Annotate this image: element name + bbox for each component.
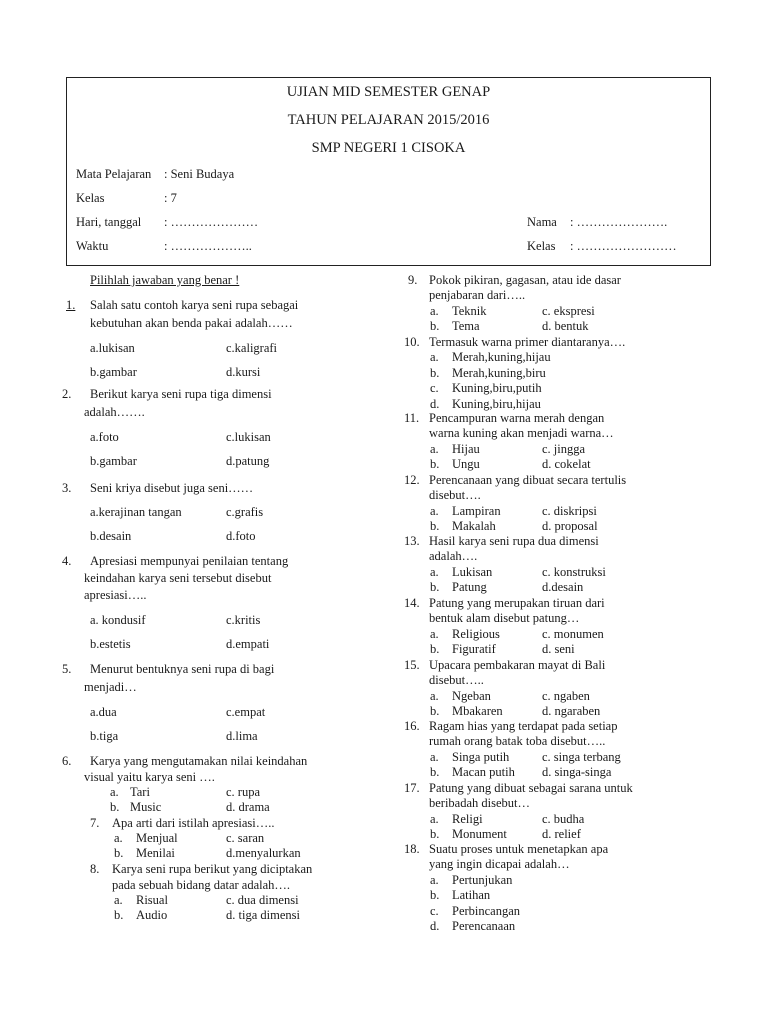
option-a: Menjual — [136, 831, 178, 845]
option-a-letter: a. — [430, 303, 439, 318]
option-a: Merah,kuning,hijau — [452, 350, 551, 365]
question-text: disebut…. — [429, 488, 481, 503]
option-b: Monument — [452, 827, 507, 842]
question-number: 7. — [90, 816, 100, 830]
option-d: Kuning,biru,hijau — [452, 396, 541, 411]
option-c: c.kritis — [226, 613, 261, 627]
question-text: penjabaran dari….. — [429, 288, 526, 303]
option-c: c.kaligrafi — [226, 341, 278, 355]
option-c: c. monumen — [542, 626, 604, 641]
option-a: a.kerajinan tangan — [90, 505, 182, 519]
option-a: Singa putih — [452, 749, 510, 764]
option-d: d.kursi — [226, 365, 261, 379]
option-a: Tari — [130, 785, 150, 799]
option-b: b.gambar — [90, 454, 137, 468]
question-number: 6. — [62, 754, 72, 768]
option-b: Patung — [452, 580, 487, 595]
option-c: c. jingga — [542, 441, 586, 456]
option-d: d. relief — [542, 827, 581, 842]
option-d: d. tiga dimensi — [226, 908, 300, 922]
option-b: Latihan — [452, 888, 491, 903]
exam-title: UJIAN MID SEMESTER GENAP — [286, 84, 491, 100]
option-d-letter: d. — [430, 396, 440, 411]
question-number: 9. — [408, 273, 418, 287]
option-c: c. diskripsi — [542, 503, 597, 518]
option-b: Makalah — [452, 519, 496, 534]
question-text: Apresiasi mempunyai penilaian tentang — [90, 554, 289, 568]
option-b-letter: b. — [430, 888, 440, 903]
option-b-letter: b. — [430, 319, 440, 334]
option-d: d. cokelat — [542, 457, 591, 472]
question-number: 4. — [62, 554, 72, 568]
date-label: Hari, tanggal — [76, 215, 142, 229]
option-a: Pertunjukan — [452, 872, 513, 887]
option-d: d. drama — [226, 800, 270, 814]
question-text: bentuk alam disebut patung… — [429, 611, 580, 626]
option-b: Mbakaren — [452, 704, 503, 719]
option-b: Tema — [452, 319, 480, 334]
question-number: 18. — [404, 842, 420, 856]
question-text: Hasil karya seni rupa dua dimensi — [429, 534, 599, 548]
question-text: Karya seni rupa berikut yang diciptakan — [112, 862, 313, 876]
question-number: 17. — [404, 781, 420, 795]
question-text: Berikut karya seni rupa tiga dimensi — [90, 387, 272, 401]
option-b-letter: b. — [430, 519, 440, 534]
option-d-letter: d. — [430, 919, 440, 933]
question-text: Pokok pikiran, gagasan, atau ide dasar — [429, 273, 621, 287]
option-b: Figuratif — [452, 642, 496, 657]
option-a-letter: a. — [114, 893, 123, 907]
option-b-letter: b. — [110, 800, 120, 814]
option-a: Teknik — [452, 303, 487, 318]
question-text: keindahan karya seni tersebut disebut — [84, 571, 272, 585]
class-value: : 7 — [164, 191, 177, 205]
option-a: Religious — [452, 626, 500, 641]
question-text: kebutuhan akan benda pakai adalah…… — [90, 316, 293, 330]
option-d: d.foto — [226, 529, 256, 543]
option-b-letter: b. — [430, 765, 440, 780]
option-c: c.grafis — [226, 505, 264, 519]
option-a-letter: a. — [430, 441, 439, 456]
option-b: b.desain — [90, 529, 132, 543]
option-c: c. singa terbang — [542, 749, 621, 764]
option-b-letter: b. — [430, 457, 440, 472]
question-text: Apa arti dari istilah apresiasi….. — [112, 816, 275, 830]
option-c: Perbincangan — [452, 903, 521, 918]
question-number: 16. — [404, 719, 420, 733]
question-text: Suatu proses untuk menetapkan apa — [429, 842, 609, 856]
question-text: beribadah disebut… — [429, 796, 531, 811]
option-a: Risual — [136, 893, 168, 907]
option-a: Religi — [452, 811, 483, 826]
option-b: b.estetis — [90, 637, 131, 651]
option-d: d.lima — [226, 729, 258, 743]
option-b: Menilai — [136, 846, 175, 860]
question-text: Ragam hias yang terdapat pada setiap — [429, 719, 618, 733]
option-a-letter: a. — [114, 831, 123, 845]
option-d: d. seni — [542, 642, 575, 657]
time-label: Waktu — [76, 239, 109, 253]
option-b-letter: b. — [430, 827, 440, 842]
question-text: adalah……. — [84, 405, 145, 419]
option-c-letter: c. — [430, 903, 439, 918]
school-name: SMP NEGERI 1 CISOKA — [311, 140, 466, 156]
option-a-letter: a. — [430, 749, 439, 764]
option-b-letter: b. — [430, 580, 440, 595]
question-text: Pencampuran warna merah dengan — [429, 411, 605, 425]
date-field: : ………………… — [164, 215, 259, 229]
question-text: apresiasi….. — [84, 588, 147, 602]
subject-label: Mata Pelajaran — [76, 167, 152, 181]
option-b-letter: b. — [430, 642, 440, 657]
option-b: b.tiga — [90, 729, 119, 743]
question-text: Perencanaan yang dibuat secara tertulis — [429, 473, 627, 487]
question-text: yang ingin dicapai adalah… — [429, 857, 570, 872]
option-a-letter: a. — [430, 872, 439, 887]
option-b: Music — [130, 800, 162, 814]
option-a: a. kondusif — [90, 613, 146, 627]
question-text: adalah…. — [429, 549, 478, 564]
option-a-letter: a. — [430, 503, 439, 518]
question-text: Upacara pembakaran mayat di Bali — [429, 658, 606, 672]
option-a-letter: a. — [430, 626, 439, 641]
option-c: c. konstruksi — [542, 564, 606, 579]
student-class-label: Kelas — [527, 239, 556, 253]
option-b-letter: b. — [114, 846, 124, 860]
option-a-letter: a. — [430, 811, 439, 826]
name-field: : …………………. — [570, 215, 668, 229]
name-label: Nama — [527, 215, 557, 229]
question-number: 1. — [66, 298, 76, 312]
question-text: Menurut bentuknya seni rupa di bagi — [90, 662, 275, 676]
option-a: a.lukisan — [90, 341, 135, 355]
option-b-letter: b. — [430, 704, 440, 719]
option-d: d. ngaraben — [542, 704, 601, 719]
question-text: Seni kriya disebut juga seni…… — [90, 481, 254, 495]
question-number: 11. — [404, 411, 420, 425]
question-number: 12. — [404, 473, 420, 487]
option-b-letter: b. — [114, 908, 124, 922]
option-c-letter: c. — [430, 381, 439, 396]
option-c: c. saran — [226, 831, 265, 845]
option-a: Hijau — [452, 441, 480, 456]
question-text: rumah orang batak toba disebut….. — [429, 734, 606, 749]
option-d: Perencanaan — [452, 919, 516, 933]
question-number: 5. — [62, 662, 72, 676]
option-a: Lukisan — [452, 564, 493, 579]
option-a: Ngeban — [452, 688, 491, 703]
question-text: Karya yang mengutamakan nilai keindahan — [90, 754, 308, 768]
option-c: c. dua dimensi — [226, 893, 299, 907]
question-text: Patung yang merupakan tiruan dari — [429, 596, 605, 610]
option-c: c. budha — [542, 811, 585, 826]
option-d: d.menyalurkan — [226, 846, 301, 860]
option-b: Macan putih — [452, 765, 515, 780]
question-text: Termasuk warna primer diantaranya…. — [429, 335, 626, 349]
question-number: 2. — [62, 387, 72, 401]
option-a-letter: a. — [110, 785, 119, 799]
option-b-letter: b. — [430, 365, 440, 380]
option-a: a.foto — [90, 430, 119, 444]
option-a-letter: a. — [430, 688, 439, 703]
instruction: Pilihlah jawaban yang benar ! — [90, 273, 240, 287]
class-label: Kelas — [76, 191, 105, 205]
option-d: d. proposal — [542, 519, 598, 534]
option-c: c.lukisan — [226, 430, 271, 444]
question-text: menjadi… — [84, 680, 137, 694]
question-text: warna kuning akan menjadi warna… — [429, 426, 614, 441]
option-d: d. bentuk — [542, 319, 589, 334]
exam-header-box — [66, 77, 711, 266]
option-d: d.empati — [226, 637, 270, 651]
option-a-letter: a. — [430, 350, 439, 365]
question-number: 13. — [404, 534, 420, 548]
option-a: a.dua — [90, 705, 117, 719]
option-a: Lampiran — [452, 503, 501, 518]
time-field: : ……………….. — [164, 239, 252, 253]
option-c: c. ekspresi — [542, 303, 595, 318]
academic-year: TAHUN PELAJARAN 2015/2016 — [287, 112, 490, 128]
question-number: 8. — [90, 862, 100, 876]
option-d: d.desain — [542, 580, 584, 595]
student-class-field: : …………………… — [570, 239, 677, 253]
option-a-letter: a. — [430, 564, 439, 579]
question-text: Patung yang dibuat sebagai sarana untuk — [429, 781, 633, 795]
question-text: disebut….. — [429, 673, 484, 688]
question-text: visual yaitu karya seni …. — [84, 770, 215, 784]
question-number: 15. — [404, 658, 420, 672]
option-c: c. ngaben — [542, 688, 590, 703]
question-text: Salah satu contoh karya seni rupa sebagai — [90, 298, 299, 312]
question-number: 10. — [404, 335, 420, 349]
question-text: pada sebuah bidang datar adalah…. — [112, 878, 291, 892]
option-c: Kuning,biru,putih — [452, 381, 542, 396]
subject-value: : Seni Budaya — [164, 167, 235, 181]
option-b: b.gambar — [90, 365, 137, 379]
option-d: d. singa-singa — [542, 765, 612, 780]
option-d: d.patung — [226, 454, 270, 468]
option-b: Ungu — [452, 457, 480, 472]
option-b: Audio — [136, 908, 168, 922]
question-number: 3. — [62, 481, 72, 495]
option-b: Merah,kuning,biru — [452, 365, 546, 380]
option-c: c. rupa — [226, 785, 261, 799]
option-c: c.empat — [226, 705, 266, 719]
question-number: 14. — [404, 596, 420, 610]
